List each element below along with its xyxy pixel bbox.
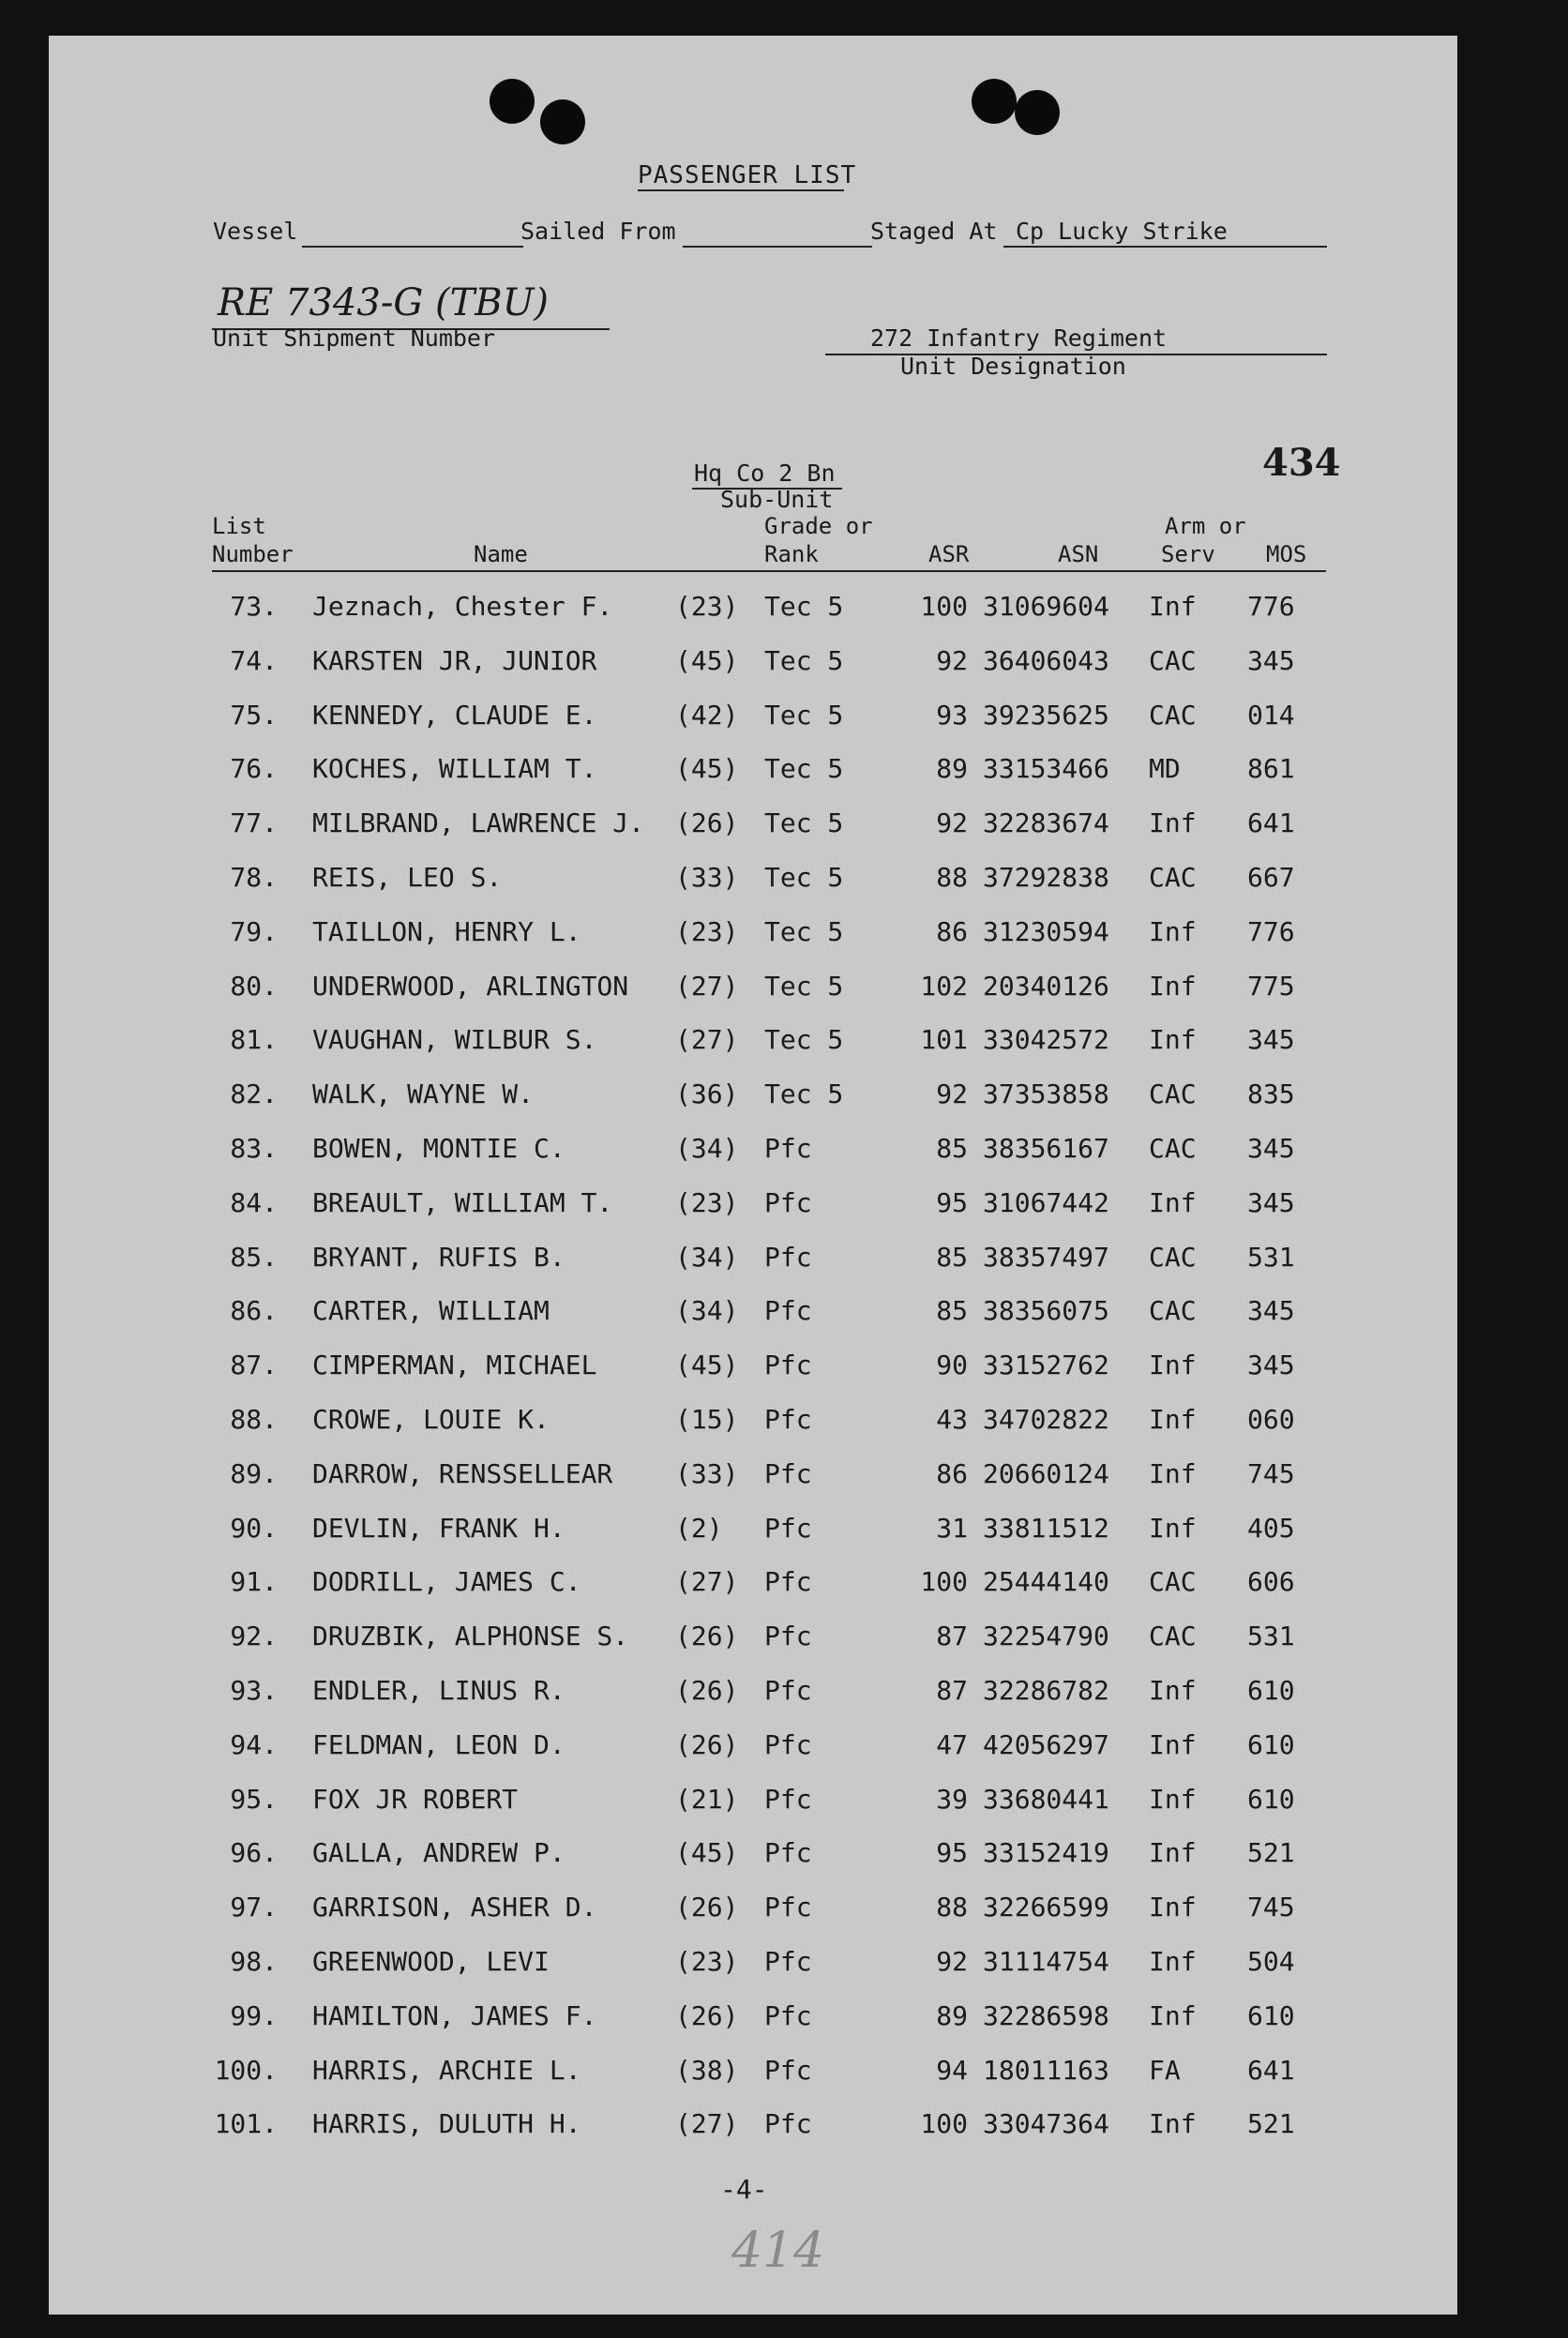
- mos-code: 775: [1247, 971, 1295, 1002]
- unit-designation-value: 272 Infantry Regiment: [870, 324, 1168, 352]
- asn-number: 38356167: [983, 1133, 1109, 1164]
- table-row: [0, 2055, 1568, 2109]
- table-row: [0, 916, 1568, 971]
- passenger-name: KOCHES, WILLIAM T.: [312, 753, 597, 784]
- arm-service: CAC: [1149, 862, 1197, 893]
- grade-code: (42): [675, 700, 739, 731]
- passenger-name: DODRILL, JAMES C.: [312, 1566, 581, 1597]
- rank: Pfc: [764, 1621, 812, 1652]
- col-header-arm: [1161, 512, 1246, 568]
- rank: Pfc: [764, 2000, 812, 2031]
- asr-score: 100: [920, 1566, 968, 1597]
- col-header-arm-line2: Serv: [1161, 541, 1215, 567]
- rank: Tec 5: [764, 1078, 844, 1109]
- passenger-name: HARRIS, ARCHIE L.: [312, 2055, 581, 2086]
- handwritten-footer-number: 414: [731, 2223, 825, 2279]
- rank: Pfc: [764, 1946, 812, 1977]
- arm-service: Inf: [1149, 2108, 1197, 2139]
- grade-code: (27): [675, 971, 739, 1002]
- passenger-name: BOWEN, MONTIE C.: [312, 1133, 565, 1164]
- mos-code: 060: [1247, 1404, 1295, 1435]
- mos-code: 521: [1247, 2108, 1295, 2139]
- grade-code: (45): [675, 753, 739, 784]
- list-number: 97.: [230, 1892, 278, 1923]
- arm-service: Inf: [1149, 807, 1197, 838]
- col-header-name: Name: [474, 541, 528, 567]
- table-row: [0, 1729, 1568, 1784]
- asn-number: 18011163: [983, 2055, 1109, 2086]
- passenger-name: GARRISON, ASHER D.: [312, 1892, 597, 1923]
- grade-code: (21): [675, 1784, 739, 1815]
- grade-code: (33): [675, 862, 739, 893]
- asr-score: 102: [920, 971, 968, 1002]
- asr-score: 87: [936, 1675, 968, 1706]
- list-number: 76.: [230, 753, 278, 784]
- asn-number: 33152419: [983, 1837, 1109, 1868]
- asr-score: 31: [936, 1513, 968, 1544]
- rank: Pfc: [764, 2055, 812, 2086]
- col-header-list-number: [212, 512, 294, 568]
- table-row: [0, 1675, 1568, 1729]
- rank: Pfc: [764, 1513, 812, 1544]
- table-row: [0, 971, 1568, 1025]
- mos-code: 531: [1247, 1621, 1295, 1652]
- asr-score: 95: [936, 1187, 968, 1218]
- table-row: [0, 1621, 1568, 1675]
- mos-code: 610: [1247, 1784, 1295, 1815]
- mos-code: 345: [1247, 1295, 1295, 1326]
- rank: Pfc: [764, 1404, 812, 1435]
- arm-service: Inf: [1149, 1513, 1197, 1544]
- mos-code: 504: [1247, 1946, 1295, 1977]
- grade-code: (27): [675, 2108, 739, 2139]
- asn-number: 31069604: [983, 591, 1109, 622]
- rank: Pfc: [764, 1133, 812, 1164]
- asn-number: 42056297: [983, 1729, 1109, 1760]
- asn-number: 32266599: [983, 1892, 1109, 1923]
- asn-number: 20340126: [983, 971, 1109, 1002]
- grade-code: (23): [675, 916, 739, 947]
- list-number: 78.: [230, 862, 278, 893]
- asr-score: 92: [936, 1946, 968, 1977]
- list-number: 77.: [230, 807, 278, 838]
- rank: Tec 5: [764, 645, 844, 676]
- col-header-grade: [764, 512, 873, 568]
- arm-service: CAC: [1149, 1242, 1197, 1273]
- sailed-from-field-line: [683, 246, 872, 248]
- col-header-asr: ASR: [928, 541, 970, 567]
- rank: Tec 5: [764, 807, 844, 838]
- list-number: 101.: [214, 2108, 278, 2139]
- mos-code: 610: [1247, 1675, 1295, 1706]
- sailed-from-label: Sailed From: [520, 218, 676, 245]
- table-row: [0, 1350, 1568, 1404]
- mos-code: 745: [1247, 1458, 1295, 1489]
- arm-service: Inf: [1149, 1729, 1197, 1760]
- table-row: [0, 591, 1568, 645]
- list-number: 83.: [230, 1133, 278, 1164]
- rank: Tec 5: [764, 916, 844, 947]
- arm-service: Inf: [1149, 1837, 1197, 1868]
- rank: Pfc: [764, 1242, 812, 1273]
- mos-code: 345: [1247, 645, 1295, 676]
- mos-code: 521: [1247, 1837, 1295, 1868]
- list-number: 81.: [230, 1024, 278, 1055]
- table-row: [0, 1458, 1568, 1513]
- sub-unit-value: Hq Co 2 Bn: [694, 460, 836, 487]
- asn-number: 20660124: [983, 1458, 1109, 1489]
- table-row: [0, 807, 1568, 862]
- list-number: 96.: [230, 1837, 278, 1868]
- arm-service: CAC: [1149, 1621, 1197, 1652]
- asn-number: 33811512: [983, 1513, 1109, 1544]
- asr-score: 47: [936, 1729, 968, 1760]
- rank: Pfc: [764, 1675, 812, 1706]
- table-row: [0, 2108, 1568, 2163]
- list-number: 93.: [230, 1675, 278, 1706]
- punch-hole: [490, 79, 535, 124]
- mos-code: 606: [1247, 1566, 1295, 1597]
- footer-page-marker: -4-: [720, 2174, 768, 2205]
- asr-score: 88: [936, 862, 968, 893]
- passenger-name: Jeznach, Chester F.: [312, 591, 613, 622]
- list-number: 75.: [230, 700, 278, 731]
- grade-code: (2): [675, 1513, 723, 1544]
- grade-code: (38): [675, 2055, 739, 2086]
- grade-code: (26): [675, 1675, 739, 1706]
- arm-service: Inf: [1149, 1892, 1197, 1923]
- asr-score: 90: [936, 1350, 968, 1380]
- rank: Tec 5: [764, 591, 844, 622]
- grade-code: (36): [675, 1078, 739, 1109]
- passenger-name: DARROW, RENSSELLEAR: [312, 1458, 613, 1489]
- table-row: [0, 2000, 1568, 2055]
- rank: Pfc: [764, 1892, 812, 1923]
- passenger-name: GALLA, ANDREW P.: [312, 1837, 565, 1868]
- asr-score: 85: [936, 1242, 968, 1273]
- arm-service: Inf: [1149, 1784, 1197, 1815]
- arm-service: Inf: [1149, 1946, 1197, 1977]
- passenger-name: VAUGHAN, WILBUR S.: [312, 1024, 597, 1055]
- table-row: [0, 1133, 1568, 1187]
- passenger-name: FOX JR ROBERT: [312, 1784, 519, 1815]
- col-header-list-line1: List: [212, 513, 266, 539]
- sub-unit-label: Sub-Unit: [720, 486, 834, 513]
- grade-code: (34): [675, 1133, 739, 1164]
- asr-score: 100: [920, 591, 968, 622]
- vessel-label: Vessel: [213, 218, 298, 245]
- grade-code: (15): [675, 1404, 739, 1435]
- arm-service: Inf: [1149, 916, 1197, 947]
- col-header-list-line2: Number: [212, 541, 294, 567]
- unit-shipment-label: Unit Shipment Number: [213, 324, 496, 352]
- list-number: 95.: [230, 1784, 278, 1815]
- rank: Pfc: [764, 1837, 812, 1868]
- title-underline: [638, 189, 844, 191]
- asr-score: 101: [920, 1024, 968, 1055]
- arm-service: Inf: [1149, 1350, 1197, 1380]
- unit-shipment-number: RE 7343-G (TBU): [218, 281, 550, 324]
- asr-score: 95: [936, 1837, 968, 1868]
- asn-number: 33152762: [983, 1350, 1109, 1380]
- mos-code: 776: [1247, 916, 1295, 947]
- list-number: 87.: [230, 1350, 278, 1380]
- asn-number: 32254790: [983, 1621, 1109, 1652]
- asn-number: 33042572: [983, 1024, 1109, 1055]
- grade-code: (45): [675, 645, 739, 676]
- asr-score: 85: [936, 1295, 968, 1326]
- asr-score: 86: [936, 1458, 968, 1489]
- list-number: 100.: [214, 2055, 278, 2086]
- asr-score: 92: [936, 807, 968, 838]
- rank: Tec 5: [764, 971, 844, 1002]
- rank: Pfc: [764, 1350, 812, 1380]
- passenger-name: CIMPERMAN, MICHAEL: [312, 1350, 597, 1380]
- grade-code: (27): [675, 1566, 739, 1597]
- list-number: 88.: [230, 1404, 278, 1435]
- arm-service: Inf: [1149, 1024, 1197, 1055]
- asn-number: 31114754: [983, 1946, 1109, 1977]
- staged-at-value: Cp Lucky Strike: [1016, 218, 1228, 245]
- asn-number: 31067442: [983, 1187, 1109, 1218]
- table-row: [0, 1242, 1568, 1296]
- asr-score: 89: [936, 2000, 968, 2031]
- list-number: 80.: [230, 971, 278, 1002]
- grade-code: (27): [675, 1024, 739, 1055]
- table-row: [0, 1784, 1568, 1838]
- table-row: [0, 862, 1568, 916]
- asr-score: 43: [936, 1404, 968, 1435]
- passenger-name: KENNEDY, CLAUDE E.: [312, 700, 597, 731]
- rank: Tec 5: [764, 1024, 844, 1055]
- table-row: [0, 1404, 1568, 1458]
- punch-hole: [540, 99, 585, 144]
- passenger-name: CROWE, LOUIE K.: [312, 1404, 550, 1435]
- asn-number: 38356075: [983, 1295, 1109, 1326]
- page-number: 434: [1262, 441, 1341, 485]
- grade-code: (26): [675, 807, 739, 838]
- mos-code: 641: [1247, 2055, 1295, 2086]
- asn-number: 37353858: [983, 1078, 1109, 1109]
- asr-score: 89: [936, 753, 968, 784]
- asr-score: 86: [936, 916, 968, 947]
- list-number: 98.: [230, 1946, 278, 1977]
- punch-hole: [972, 79, 1017, 124]
- asr-score: 39: [936, 1784, 968, 1815]
- table-row: [0, 1566, 1568, 1621]
- mos-code: 014: [1247, 700, 1295, 731]
- grade-code: (45): [675, 1350, 739, 1380]
- grade-code: (23): [675, 1946, 739, 1977]
- passenger-name: TAILLON, HENRY L.: [312, 916, 581, 947]
- list-number: 94.: [230, 1729, 278, 1760]
- passenger-name: DEVLIN, FRANK H.: [312, 1513, 565, 1544]
- list-number: 74.: [230, 645, 278, 676]
- mos-code: 745: [1247, 1892, 1295, 1923]
- arm-service: Inf: [1149, 1458, 1197, 1489]
- mos-code: 610: [1247, 2000, 1295, 2031]
- grade-code: (26): [675, 1621, 739, 1652]
- page-title: PASSENGER LIST: [638, 161, 857, 189]
- mos-code: 835: [1247, 1078, 1295, 1109]
- unit-designation-label: Unit Designation: [900, 353, 1126, 380]
- mos-code: 861: [1247, 753, 1295, 784]
- header-rule: [212, 570, 1326, 572]
- rank: Pfc: [764, 1784, 812, 1815]
- passenger-name: REIS, LEO S.: [312, 862, 503, 893]
- passenger-name: WALK, WAYNE W.: [312, 1078, 535, 1109]
- asn-number: 32283674: [983, 807, 1109, 838]
- list-number: 73.: [230, 591, 278, 622]
- table-row: [0, 1892, 1568, 1946]
- rank: Pfc: [764, 1729, 812, 1760]
- list-number: 85.: [230, 1242, 278, 1273]
- table-row: [0, 1295, 1568, 1350]
- arm-service: FA: [1149, 2055, 1181, 2086]
- vessel-field-line: [302, 246, 523, 248]
- asr-score: 92: [936, 1078, 968, 1109]
- table-row: [0, 645, 1568, 700]
- rank: Pfc: [764, 1458, 812, 1489]
- grade-code: (34): [675, 1295, 739, 1326]
- passenger-name: DRUZBIK, ALPHONSE S.: [312, 1621, 629, 1652]
- asn-number: 32286598: [983, 2000, 1109, 2031]
- asr-score: 85: [936, 1133, 968, 1164]
- asn-number: 39235625: [983, 700, 1109, 731]
- arm-service: CAC: [1149, 1078, 1197, 1109]
- asn-number: 33153466: [983, 753, 1109, 784]
- col-header-asn: ASN: [1058, 541, 1099, 567]
- staged-at-field-line: [1003, 246, 1327, 248]
- passenger-name: FELDMAN, LEON D.: [312, 1729, 565, 1760]
- rank: Pfc: [764, 2108, 812, 2139]
- table-row: [0, 1837, 1568, 1892]
- arm-service: Inf: [1149, 2000, 1197, 2031]
- list-number: 92.: [230, 1621, 278, 1652]
- grade-code: (34): [675, 1242, 739, 1273]
- asr-score: 92: [936, 645, 968, 676]
- asr-score: 87: [936, 1621, 968, 1652]
- asr-score: 94: [936, 2055, 968, 2086]
- asr-score: 93: [936, 700, 968, 731]
- arm-service: CAC: [1149, 1133, 1197, 1164]
- rank: Pfc: [764, 1566, 812, 1597]
- grade-code: (23): [675, 1187, 739, 1218]
- arm-service: CAC: [1149, 645, 1197, 676]
- mos-code: 641: [1247, 807, 1295, 838]
- passenger-name: BREAULT, WILLIAM T.: [312, 1187, 613, 1218]
- table-row: [0, 1078, 1568, 1133]
- rank: Tec 5: [764, 862, 844, 893]
- mos-code: 531: [1247, 1242, 1295, 1273]
- passenger-name: KARSTEN JR, JUNIOR: [312, 645, 597, 676]
- rank: Tec 5: [764, 753, 844, 784]
- grade-code: (33): [675, 1458, 739, 1489]
- punch-hole: [1015, 90, 1060, 135]
- col-header-arm-line1: Arm or: [1165, 513, 1246, 539]
- col-header-mos: MOS: [1266, 541, 1307, 567]
- passenger-name: HARRIS, DULUTH H.: [312, 2108, 581, 2139]
- grade-code: (23): [675, 591, 739, 622]
- grade-code: (45): [675, 1837, 739, 1868]
- asr-score: 88: [936, 1892, 968, 1923]
- rank: Pfc: [764, 1295, 812, 1326]
- list-number: 84.: [230, 1187, 278, 1218]
- asn-number: 34702822: [983, 1404, 1109, 1435]
- asn-number: 25444140: [983, 1566, 1109, 1597]
- arm-service: Inf: [1149, 1187, 1197, 1218]
- list-number: 82.: [230, 1078, 278, 1109]
- mos-code: 345: [1247, 1024, 1295, 1055]
- rank: Pfc: [764, 1187, 812, 1218]
- asn-number: 37292838: [983, 862, 1109, 893]
- col-header-grade-line1: Grade or: [764, 513, 873, 539]
- list-number: 86.: [230, 1295, 278, 1326]
- list-number: 90.: [230, 1513, 278, 1544]
- arm-service: Inf: [1149, 591, 1197, 622]
- passenger-name: MILBRAND, LAWRENCE J.: [312, 807, 645, 838]
- arm-service: Inf: [1149, 1404, 1197, 1435]
- passenger-name: UNDERWOOD, ARLINGTON: [312, 971, 629, 1002]
- grade-code: (26): [675, 1729, 739, 1760]
- asr-score: 100: [920, 2108, 968, 2139]
- mos-code: 345: [1247, 1133, 1295, 1164]
- grade-code: (26): [675, 2000, 739, 2031]
- passenger-name: HAMILTON, JAMES F.: [312, 2000, 597, 2031]
- passenger-name: BRYANT, RUFIS B.: [312, 1242, 565, 1273]
- arm-service: Inf: [1149, 971, 1197, 1002]
- asn-number: 36406043: [983, 645, 1109, 676]
- list-number: 99.: [230, 2000, 278, 2031]
- asn-number: 33680441: [983, 1784, 1109, 1815]
- table-row: [0, 1513, 1568, 1567]
- table-row: [0, 753, 1568, 807]
- asn-number: 31230594: [983, 916, 1109, 947]
- col-header-grade-line2: Rank: [764, 541, 819, 567]
- list-number: 89.: [230, 1458, 278, 1489]
- asn-number: 32286782: [983, 1675, 1109, 1706]
- asn-number: 33047364: [983, 2108, 1109, 2139]
- mos-code: 405: [1247, 1513, 1295, 1544]
- mos-code: 610: [1247, 1729, 1295, 1760]
- arm-service: CAC: [1149, 1295, 1197, 1326]
- table-row: [0, 1024, 1568, 1078]
- passenger-name: GREENWOOD, LEVI: [312, 1946, 550, 1977]
- asn-number: 38357497: [983, 1242, 1109, 1273]
- list-number: 91.: [230, 1566, 278, 1597]
- arm-service: CAC: [1149, 1566, 1197, 1597]
- mos-code: 776: [1247, 591, 1295, 622]
- list-number: 79.: [230, 916, 278, 947]
- mos-code: 667: [1247, 862, 1295, 893]
- arm-service: CAC: [1149, 700, 1197, 731]
- table-row: [0, 700, 1568, 754]
- passenger-name: CARTER, WILLIAM: [312, 1295, 550, 1326]
- arm-service: Inf: [1149, 1675, 1197, 1706]
- mos-code: 345: [1247, 1187, 1295, 1218]
- passenger-name: ENDLER, LINUS R.: [312, 1675, 565, 1706]
- rank: Tec 5: [764, 700, 844, 731]
- mos-code: 345: [1247, 1350, 1295, 1380]
- staged-at-label: Staged At: [870, 218, 998, 245]
- grade-code: (26): [675, 1892, 739, 1923]
- table-row: [0, 1946, 1568, 2000]
- arm-service: MD: [1149, 753, 1181, 784]
- table-row: [0, 1187, 1568, 1242]
